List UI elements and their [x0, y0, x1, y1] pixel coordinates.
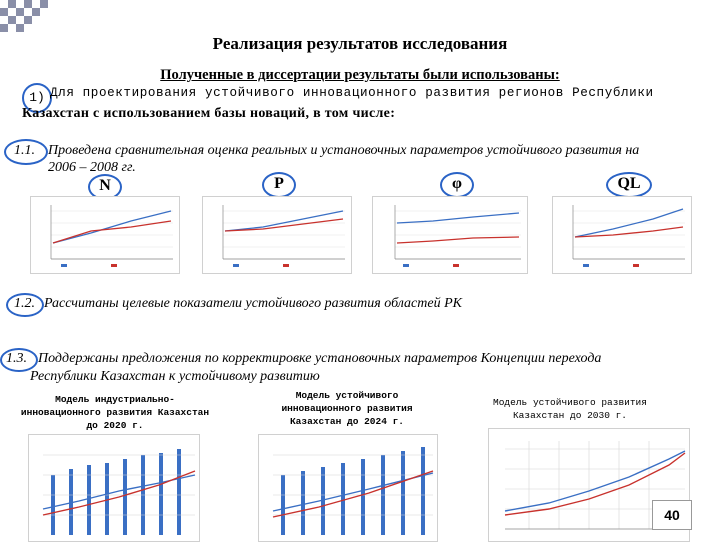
indicator-n: N [99, 177, 111, 194]
item-1-1-line-2: 2006 – 2008 гг. [48, 160, 136, 175]
chart-thumbnail-phi [372, 196, 528, 274]
indicator-p: P [274, 175, 284, 192]
item-1-3-line-1: Поддержаны предложения по корректировке установочных параметров Концепции перехода [38, 351, 602, 366]
item-1-line-2: Казахстан с использованием базы новаций, в том числе: [22, 106, 396, 121]
model-chart-2024 [258, 434, 438, 542]
indicator-phi: φ [452, 175, 462, 192]
slide-title: Реализация результатов исследования [212, 34, 508, 53]
item-1-3-number: 1.3. [6, 351, 27, 366]
page-number-badge: 40 [652, 500, 692, 530]
item-1-2-text: Рассчитаны целевые показатели устойчивого развития областей РК [44, 296, 462, 311]
chart-thumbnail-n [30, 196, 180, 274]
model-caption-2020: Модель индустриально-инновационного развития Казахстан до 2020 г. [20, 394, 210, 431]
slide-subtitle: Полученные в диссертации результаты были использованы: [160, 67, 560, 83]
item-1-2-number: 1.2. [14, 296, 35, 311]
item-1-3-line-2: Республики Казахстан к устойчивому развитию [30, 369, 320, 384]
indicator-ql: QL [617, 175, 641, 192]
chart-thumbnail-ql [552, 196, 692, 274]
model-caption-2024: Модель устойчивого инновационного развития Казахстан до 2024 г. [281, 390, 413, 427]
item-1-1-number: 1.1. [14, 143, 35, 158]
item-1-1-line-1: Проведена сравнительная оценка реальных и установочных параметров устойчивого развития на [48, 143, 640, 158]
chart-thumbnail-p [202, 196, 352, 274]
model-caption-2030: Модель устойчивого развития Казахстан до 2030 г. [493, 397, 647, 421]
model-chart-2020 [28, 434, 200, 542]
item-1-number: 1) [22, 83, 52, 113]
item-1-line-1: Для проектирования устойчивого инновационного развития регионов Республики [50, 86, 654, 100]
